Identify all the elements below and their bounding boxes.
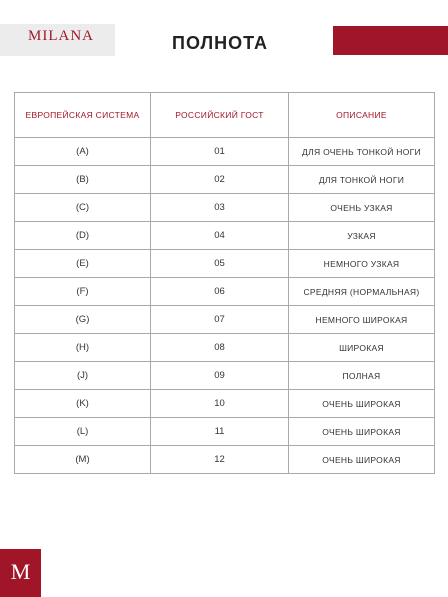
cell-eu: (D)	[15, 222, 151, 250]
table-row	[15, 446, 435, 474]
table-row	[15, 334, 435, 362]
cell-ru: 07	[151, 306, 289, 334]
cell-eu: (F)	[15, 278, 151, 306]
cell-eu: (A)	[15, 138, 151, 166]
cell-ru: 05	[151, 250, 289, 278]
cell-eu: (M)	[15, 446, 151, 474]
cell-ru: 10	[151, 390, 289, 418]
cell-desc: ДЛЯ ТОНКОЙ НОГИ	[289, 166, 435, 194]
table-row	[15, 194, 435, 222]
cell-ru: 12	[151, 446, 289, 474]
cell-desc: ДЛЯ ОЧЕНЬ ТОНКОЙ НОГИ	[289, 138, 435, 166]
cell-desc: ОЧЕНЬ ШИРОКАЯ	[289, 446, 435, 474]
table-row	[15, 418, 435, 446]
cell-desc: НЕМНОГО ШИРОКАЯ	[289, 306, 435, 334]
table-row	[15, 138, 435, 166]
cell-eu: (B)	[15, 166, 151, 194]
table-row	[15, 250, 435, 278]
cell-desc: НЕМНОГО УЗКАЯ	[289, 250, 435, 278]
cell-ru: 11	[151, 418, 289, 446]
table-header-row	[15, 93, 435, 138]
cell-ru: 03	[151, 194, 289, 222]
cell-ru: 01	[151, 138, 289, 166]
brand-m-badge	[0, 549, 41, 597]
cell-desc: ОЧЕНЬ ШИРОКАЯ	[289, 390, 435, 418]
cell-eu: (E)	[15, 250, 151, 278]
cell-desc: ПОЛНАЯ	[289, 362, 435, 390]
table-row	[15, 362, 435, 390]
cell-desc: СРЕДНЯЯ (НОРМАЛЬНАЯ)	[289, 278, 435, 306]
cell-desc: УЗКАЯ	[289, 222, 435, 250]
cell-ru: 06	[151, 278, 289, 306]
header-russian-gost: РОССИЙСКИЙ ГОСТ	[151, 93, 289, 138]
table-row	[15, 390, 435, 418]
table-row	[15, 306, 435, 334]
cell-eu: (K)	[15, 390, 151, 418]
cell-eu: (J)	[15, 362, 151, 390]
cell-eu: (H)	[15, 334, 151, 362]
cell-ru: 02	[151, 166, 289, 194]
table-row	[15, 166, 435, 194]
logo-wordmark: MILANA	[28, 28, 94, 44]
header-description: ОПИСАНИЕ	[289, 93, 435, 138]
cell-desc: ШИРОКАЯ	[289, 334, 435, 362]
decorative-red-bar	[333, 26, 448, 55]
table-row	[15, 222, 435, 250]
cell-desc: ОЧЕНЬ ШИРОКАЯ	[289, 418, 435, 446]
header-european-system: ЕВРОПЕЙСКАЯ СИСТЕМА	[15, 93, 151, 138]
width-size-table	[14, 92, 435, 474]
table-row	[15, 278, 435, 306]
cell-eu: (G)	[15, 306, 151, 334]
m-badge-letter: M	[10, 559, 31, 584]
cell-ru: 09	[151, 362, 289, 390]
cell-eu: (C)	[15, 194, 151, 222]
brand-logo	[0, 24, 115, 56]
cell-eu: (L)	[15, 418, 151, 446]
page-title: ПОЛНОТА	[172, 33, 268, 53]
cell-ru: 04	[151, 222, 289, 250]
cell-ru: 08	[151, 334, 289, 362]
cell-desc: ОЧЕНЬ УЗКАЯ	[289, 194, 435, 222]
